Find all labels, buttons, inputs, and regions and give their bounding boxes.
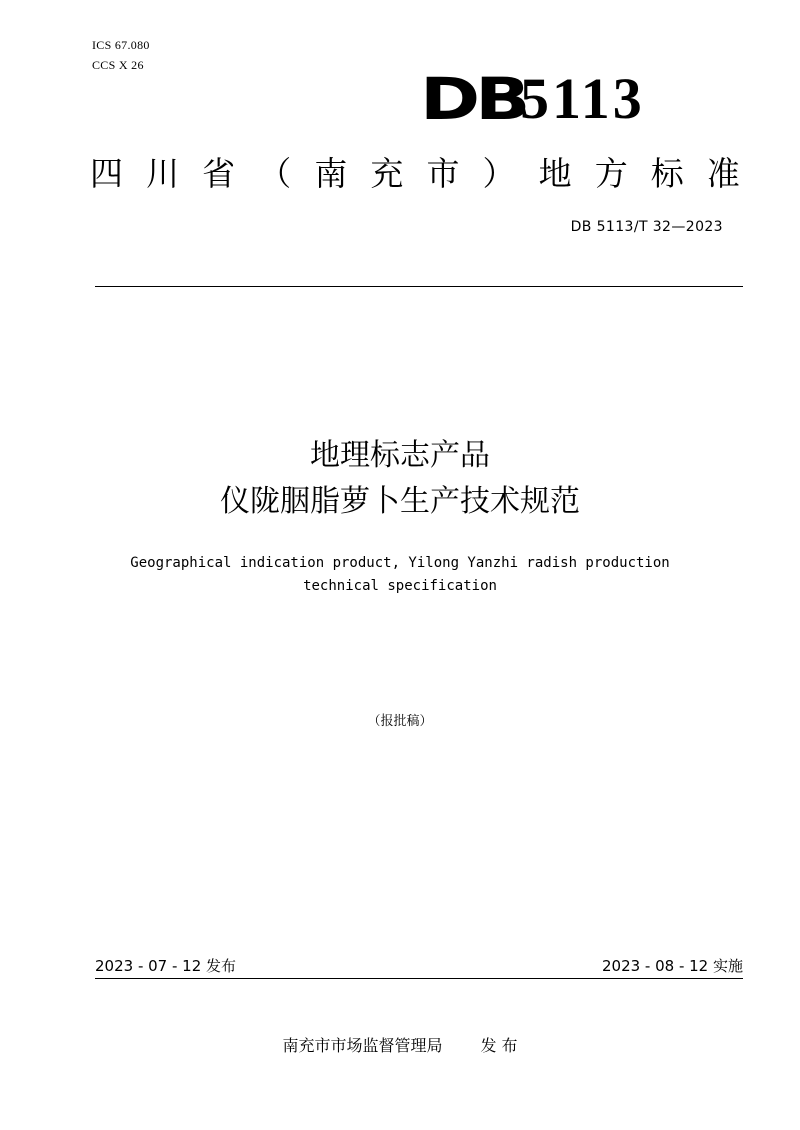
implementation-date: 2023 - 08 - 12 实施 — [601, 957, 743, 975]
title-line-1: 地理标志产品 — [310, 438, 490, 473]
category-char: 四 — [90, 154, 123, 193]
category-char: 方 — [594, 154, 628, 193]
ics-code: ICS 67.080 — [92, 38, 150, 52]
db-standard-logo — [420, 65, 680, 133]
english-title-line-2: technical specification — [303, 578, 497, 594]
category-char: 市 — [426, 154, 460, 193]
title-line-2: 仪陇胭脂萝卜生产技术规范 — [220, 484, 580, 519]
logo-db-letters: DB — [420, 65, 526, 133]
category-char: 省 — [202, 154, 236, 193]
footer-divider — [95, 978, 743, 979]
publisher — [0, 1033, 800, 1056]
logo-region-code: 5113 — [520, 66, 645, 131]
category-char: 川 — [146, 154, 180, 193]
category-char: 准 — [706, 154, 740, 193]
category-char: （ — [258, 154, 292, 193]
draft-status: （报批稿） — [367, 714, 433, 729]
publish-action: 发 布 — [480, 1036, 518, 1055]
standard-number: DB 5113/T 32—2023 — [570, 219, 723, 235]
category-char: 标 — [650, 154, 684, 193]
category-char: 充 — [370, 154, 404, 193]
standard-category — [90, 152, 740, 196]
english-title-line-1: Geographical indication product, Yilong Yanzhi radish production — [130, 555, 670, 571]
category-char: 南 — [314, 154, 348, 193]
ccs-code: CCS X 26 — [92, 58, 144, 72]
category-char: ） — [482, 154, 516, 193]
publisher-name: 南充市市场监督管理局 — [282, 1036, 443, 1055]
header-divider — [95, 286, 743, 287]
category-char: 地 — [538, 154, 572, 193]
issue-date: 2023 - 07 - 12 发布 — [95, 957, 237, 975]
